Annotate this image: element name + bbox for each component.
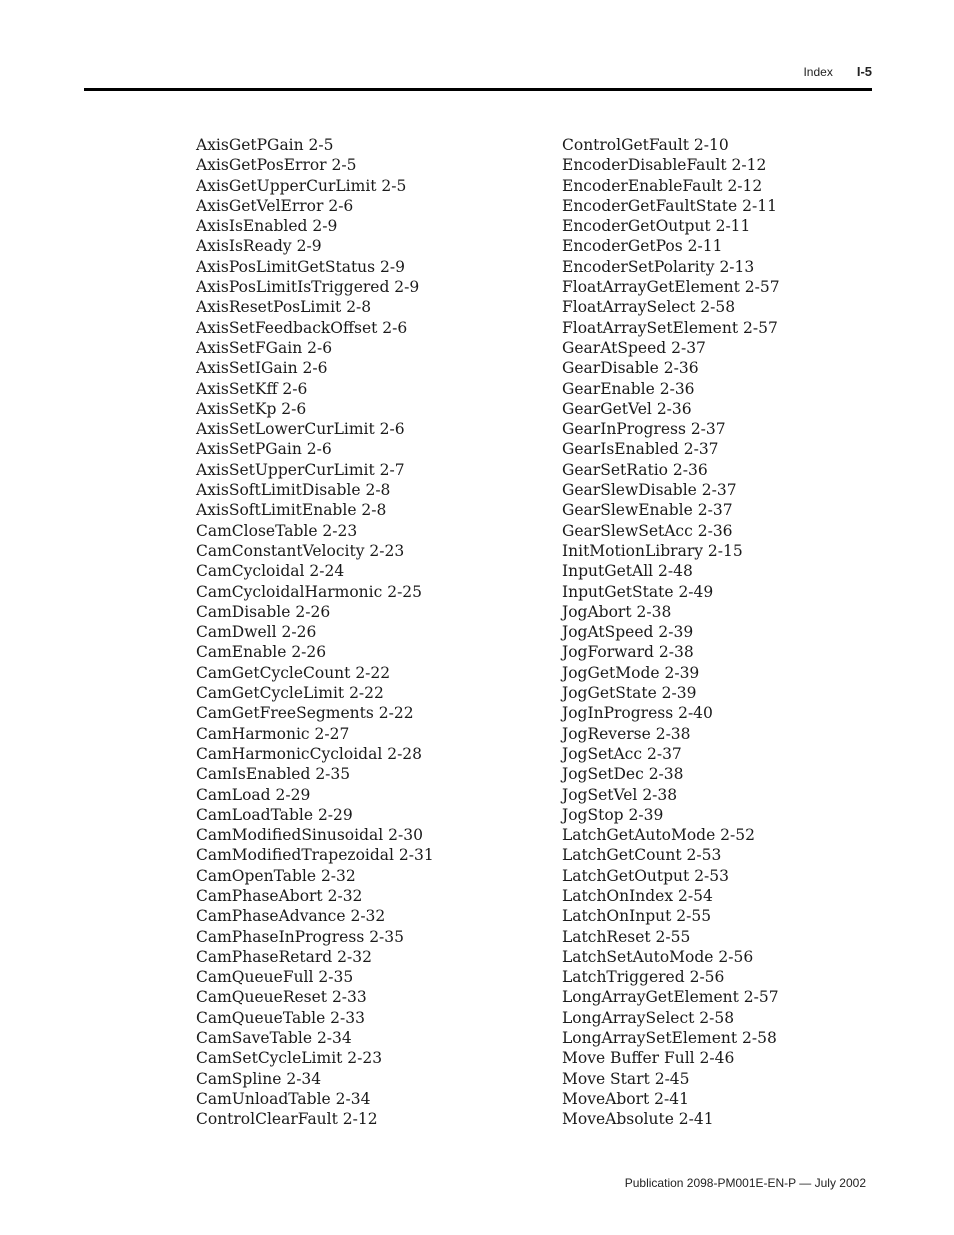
index-entry: CamUnloadTable 2-34 [196, 1089, 371, 1108]
index-entry: GearDisable 2-36 [562, 359, 699, 378]
index-entry: CamSaveTable 2-34 [196, 1029, 352, 1048]
index-entry: JogGetState 2-39 [562, 684, 697, 703]
index-entry: CamGetCycleCount 2-22 [196, 663, 391, 682]
index-entry: CamCloseTable 2-23 [196, 521, 358, 540]
index-column-right [562, 135, 780, 1130]
index-entry: EncoderGetPos 2-11 [562, 237, 723, 256]
index-entry: AxisPosLimitGetStatus 2-9 [196, 257, 405, 276]
index-entry: AxisSetLowerCurLimit 2-6 [196, 420, 405, 439]
index-entry: EncoderGetOutput 2-11 [562, 217, 751, 236]
index-entry: LatchGetCount 2-53 [562, 846, 722, 865]
index-entry: CamQueueReset 2-33 [196, 988, 367, 1007]
index-entry: CamPhaseInProgress 2-35 [196, 927, 405, 946]
index-entry: LongArraySetElement 2-58 [562, 1029, 777, 1048]
index-entry: CamSetCycleLimit 2-23 [196, 1049, 383, 1068]
index-entry: CamPhaseAbort 2-32 [196, 886, 363, 905]
index-entry: CamDwell 2-26 [196, 623, 317, 642]
index-entry: LatchOnIndex 2-54 [562, 886, 713, 905]
index-entry: EncoderGetFaultState 2-11 [562, 196, 777, 215]
index-entry: GearAtSpeed 2-37 [562, 338, 706, 357]
index-entry: JogAbort 2-38 [562, 602, 672, 621]
index-entry: CamLoadTable 2-29 [196, 805, 353, 824]
index-entry: CamIsEnabled 2-35 [196, 765, 351, 784]
index-entry: LatchTriggered 2-56 [562, 968, 725, 987]
index-entry: MoveAbsolute 2-41 [562, 1110, 714, 1129]
index-entry: AxisGetUpperCurLimit 2-5 [196, 176, 407, 195]
index-entry: GearInProgress 2-37 [562, 420, 726, 439]
index-entry: CamOpenTable 2-32 [196, 866, 356, 885]
index-entry: CamModifiedTrapezoidal 2-31 [196, 846, 434, 865]
index-entry: MoveAbort 2-41 [562, 1089, 689, 1108]
index-entry: LatchGetOutput 2-53 [562, 866, 730, 885]
index-entry: FloatArraySelect 2-58 [562, 298, 736, 317]
index-entry: AxisSetFGain 2-6 [196, 338, 333, 357]
index-entry: ControlGetFault 2-10 [562, 136, 729, 154]
index-entry: CamEnable 2-26 [196, 643, 327, 662]
index-entry: CamHarmonic 2-27 [196, 724, 350, 743]
index-entry: ControlClearFault 2-12 [196, 1110, 378, 1129]
index-entry: FloatArraySetElement 2-57 [562, 318, 778, 337]
index-entry: CamConstantVelocity 2-23 [196, 541, 405, 560]
index-entry: LongArrayGetElement 2-57 [562, 988, 779, 1007]
index-entry: CamLoad 2-29 [196, 785, 311, 804]
index-entry: AxisGetPGain 2-5 [196, 136, 334, 154]
index-entry: GearSetRatio 2-36 [562, 460, 708, 479]
index-entry: CamQueueFull 2-35 [196, 968, 354, 987]
index-entry: JogAtSpeed 2-39 [562, 623, 694, 642]
index-entry: JogReverse 2-38 [562, 724, 691, 743]
index-entry: AxisSetIGain 2-6 [196, 359, 328, 378]
index-entry: InputGetAll 2-48 [562, 562, 693, 581]
index-column-left [196, 135, 434, 1130]
index-entry: JogForward 2-38 [562, 643, 694, 662]
index-entry: GearSlewEnable 2-37 [562, 501, 733, 520]
index-entry: AxisSetFeedbackOffset 2-6 [196, 318, 408, 337]
index-entry: CamPhaseRetard 2-32 [196, 947, 372, 966]
index-entry: EncoderEnableFault 2-12 [562, 176, 763, 195]
index-entry: EncoderDisableFault 2-12 [562, 156, 767, 175]
index-entry: AxisIsEnabled 2-9 [196, 217, 338, 236]
index-entry: AxisSoftLimitEnable 2-8 [196, 501, 387, 520]
index-entry: AxisResetPosLimit 2-8 [196, 298, 372, 317]
index-entry: AxisSetKp 2-6 [196, 399, 307, 418]
index-entry: CamPhaseAdvance 2-32 [196, 907, 386, 926]
index-entry: InputGetState 2-49 [562, 582, 714, 601]
page-number: I-5 [856, 64, 872, 79]
index-entry: LatchGetAutoMode 2-52 [562, 826, 755, 845]
publication-footer: Publication 2098-PM001E-EN-P — July 2002 [624, 1176, 866, 1190]
index-entry: JogSetAcc 2-37 [562, 744, 682, 763]
index-entry: GearEnable 2-36 [562, 379, 695, 398]
index-entry: CamCycloidal 2-24 [196, 562, 345, 581]
index-entry: CamSpline 2-34 [196, 1069, 322, 1088]
index-entry: GearSlewDisable 2-37 [562, 481, 737, 500]
index-entry: JogStop 2-39 [562, 805, 664, 824]
index-entry: JogInProgress 2-40 [562, 704, 713, 723]
index-entry: CamModifiedSinusoidal 2-30 [196, 826, 423, 845]
index-entry: GearSlewSetAcc 2-36 [562, 521, 733, 540]
index-entry: AxisSetUpperCurLimit 2-7 [196, 460, 405, 479]
index-entry: LongArraySelect 2-58 [562, 1008, 735, 1027]
index-entry: AxisIsReady 2-9 [196, 237, 322, 256]
index-entry: CamDisable 2-26 [196, 602, 331, 621]
index-entry: AxisGetPosError 2-5 [196, 156, 357, 175]
index-entry: GearGetVel 2-36 [562, 399, 692, 418]
index-entry: AxisGetVelError 2-6 [196, 196, 354, 215]
index-entry: JogSetDec 2-38 [562, 765, 684, 784]
index-entry: LatchSetAutoMode 2-56 [562, 947, 754, 966]
index-entry: JogGetMode 2-39 [562, 663, 700, 682]
index-entry: CamQueueTable 2-33 [196, 1008, 365, 1027]
index-entry: AxisSetKff 2-6 [196, 379, 308, 398]
page-header [803, 64, 872, 79]
index-entry: CamGetFreeSegments 2-22 [196, 704, 414, 723]
index-entry: GearIsEnabled 2-37 [562, 440, 719, 459]
index-entry: JogSetVel 2-38 [562, 785, 678, 804]
index-entry: CamGetCycleLimit 2-22 [196, 684, 384, 703]
index-entry: FloatArrayGetElement 2-57 [562, 278, 780, 297]
index-entry: InitMotionLibrary 2-15 [562, 541, 743, 560]
index-entry: AxisSoftLimitDisable 2-8 [196, 481, 391, 500]
index-entry: Move Buffer Full 2-46 [562, 1049, 735, 1068]
index-entry: AxisSetPGain 2-6 [196, 440, 332, 459]
index-entry: CamHarmonicCycloidal 2-28 [196, 744, 423, 763]
header-rule [84, 88, 872, 91]
index-entry: Move Start 2-45 [562, 1069, 690, 1088]
index-entry: AxisPosLimitIsTriggered 2-9 [196, 278, 420, 297]
index-entry: LatchOnInput 2-55 [562, 907, 712, 926]
index-entry: EncoderSetPolarity 2-13 [562, 257, 755, 276]
index-entry: LatchReset 2-55 [562, 927, 691, 946]
section-label: Index [803, 65, 833, 79]
index-entry: CamCycloidalHarmonic 2-25 [196, 582, 423, 601]
